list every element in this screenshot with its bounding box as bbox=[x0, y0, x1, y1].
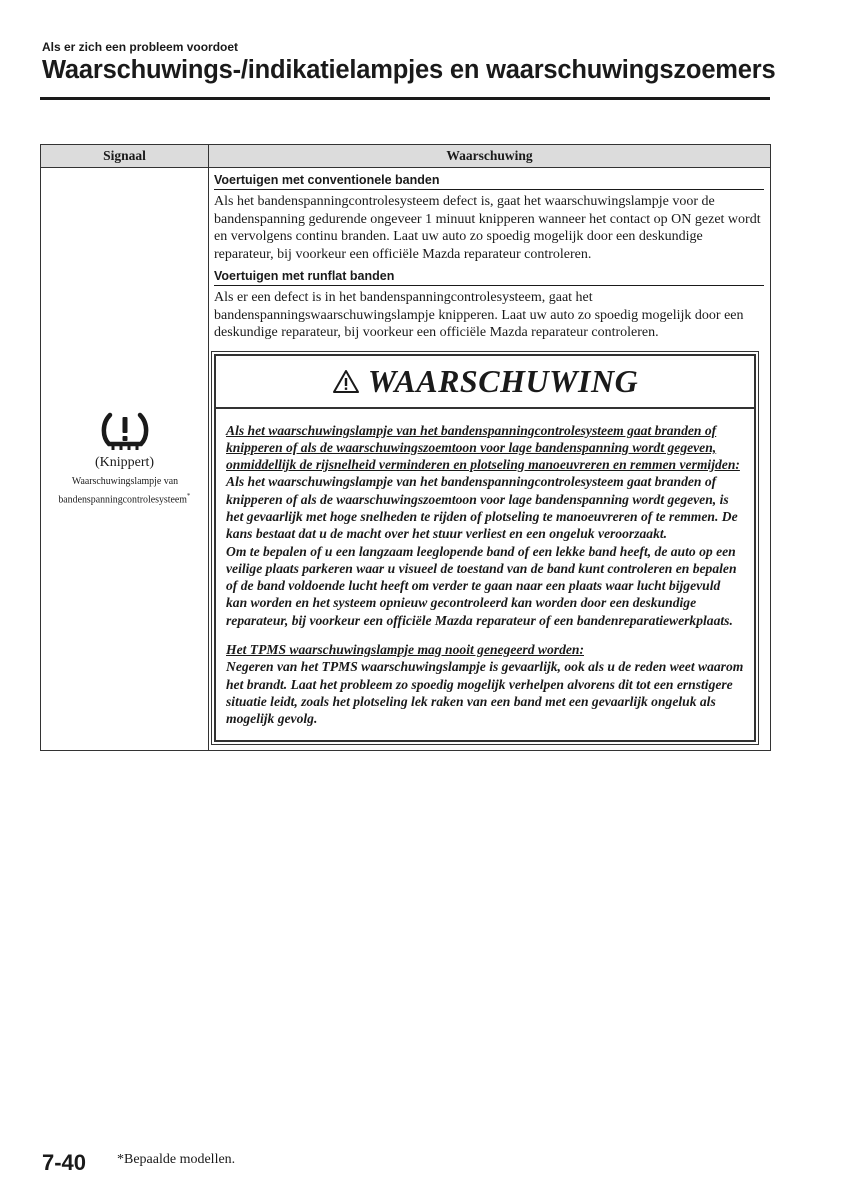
signal-cell bbox=[41, 168, 209, 751]
warning-title: WAARSCHUWING bbox=[367, 362, 639, 399]
signal-mode: (Knippert) bbox=[94, 455, 155, 471]
body-text-runflat: Als er een defect is in het bandenspanningcontrolesysteem, gaat het bandenspanningswaarschuwingslampje knipperen. Laat uw auto zo spoedig mogelijk door een deskundige reparateur, bij voorkeur een officiële Mazda reparateur controleren. bbox=[214, 290, 744, 340]
warning-paragraph-1: Als het waarschuwingslampje van het bandenspanningcontrolesysteem gaat branden of knipperen of als de waarschuwingszoemtoon voor lage bandenspanning wordt gegeven, is het gevaarlijk met hoge snelheden te rijden of plotseling te manoeuvreren of te remmen. De kans bestaat dat u de macht over het stuur verliest en een ongeluk veroorzaakt. bbox=[226, 474, 738, 542]
body-text-conventional: Als het bandenspanningcontrolesysteem defect is, gaat het waarschuwingslampje voor de bandenspanning gedurende ongeveer 1 minuut knipperen wanneer het contact op ON gezet wordt en vervolgens continu branden. Laat uw auto zo spoedig mogelijk door een deskundige reparateur, bij voorkeur een officiële Mazda reparateur controleren. bbox=[214, 194, 761, 262]
warning-body bbox=[216, 409, 754, 740]
page-number: 7-40 bbox=[42, 1150, 87, 1175]
warning-header bbox=[216, 356, 754, 409]
warning-lead-1: Als het waarschuwingslampje van het bandenspanningcontrolesysteem gaat branden of knipperen of als de waarschuwingszoemtoon voor lage bandenspanning wordt gegeven, onmiddellijk de rijsnelheid verminderen en plotseling manoeuvreren en remmen vermijden: bbox=[226, 422, 740, 473]
warning-lead-2: Het TPMS waarschuwingslampje mag nooit genegeerd worden: bbox=[226, 642, 584, 658]
title-rule bbox=[40, 97, 770, 100]
subheading-conventional: Voertuigen met conventionele banden bbox=[214, 173, 764, 190]
table-row bbox=[41, 168, 771, 751]
warning-paragraph-2: Om te bepalen of u een langzaam leeglopende band of een lekke band heeft, de auto op een veilige plaats parkeren waar u visueel de toestand van de band kunt controleren en bepalen of de band voldoende lucht heeft om verder te gaan naar een plaats waar lucht bijgevuld kan worden en het systeem opnieuw gecontroleerd kan worden door een deskundige reparateur, bij voorkeur een officiële Mazda reparateur of een bandenreparatiewerkplaats. bbox=[226, 543, 737, 628]
page-title: Waarschuwings-/indikatielampjes en waarschuwingszoemers bbox=[42, 56, 776, 84]
warning-paragraph-3: Negeren van het TPMS waarschuwingslampje is gevaarlijk, ook als u de reden weet waarom het brandt. Laat het probleem zo spoedig mogelijk verhelpen alvorens dit tot een ernstigere situatie leidt, zoals het plotseling lek raken van een band met een gevaarlijk ongeluk als mogelijk gevolg. bbox=[226, 659, 744, 727]
signal-name-line1: Waarschuwingslampje van bbox=[71, 475, 178, 488]
footnote: *Bepaalde modellen. bbox=[117, 1152, 236, 1167]
warning-box bbox=[214, 354, 756, 742]
subheading-runflat: Voertuigen met runflat banden bbox=[214, 269, 764, 286]
column-header-warning: Waarschuwing bbox=[209, 145, 771, 168]
footnote-mark: * bbox=[187, 492, 191, 501]
section-label: Als er zich een probleem voordoet bbox=[42, 40, 239, 54]
signal-name-line2: bandenspanningcontrolesysteem* bbox=[58, 492, 191, 507]
table-header-row bbox=[41, 145, 771, 168]
warning-cell bbox=[209, 168, 771, 751]
signal-table bbox=[40, 144, 771, 751]
tpms-warning-icon bbox=[97, 409, 153, 453]
warning-triangle-icon bbox=[332, 369, 360, 394]
column-header-signal: Signaal bbox=[41, 145, 209, 168]
